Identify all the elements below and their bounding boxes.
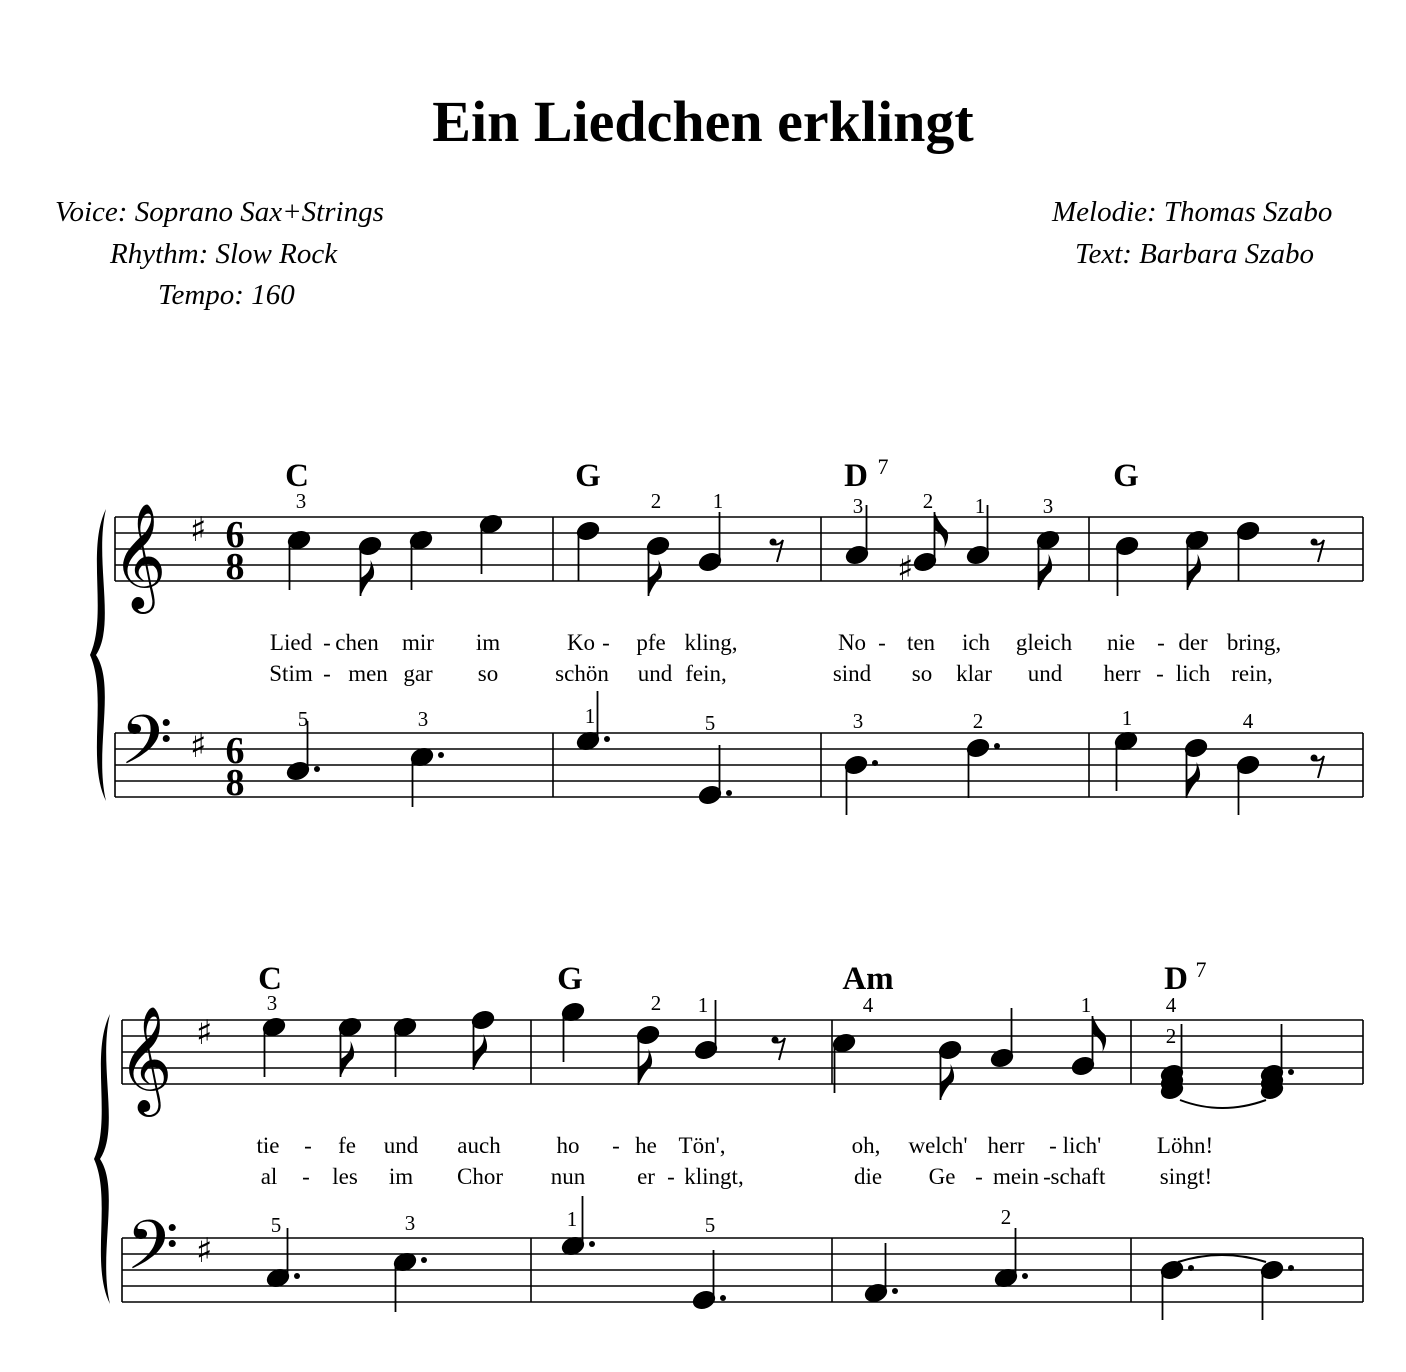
eighth-rest [1311, 755, 1325, 779]
fingering-number: 3 [295, 489, 307, 513]
lyric-syllable: auch [457, 1133, 501, 1158]
lyric-syllable: les [332, 1164, 358, 1189]
flag [941, 1064, 955, 1100]
lyric-syllable: - [667, 1164, 675, 1189]
dot [1022, 1273, 1028, 1279]
lyric-syllable: lich' [1062, 1133, 1102, 1158]
lyric-syllable: Löhn! [1156, 1133, 1214, 1158]
fingering-number: 4 [1165, 993, 1177, 1017]
flag [341, 1041, 355, 1077]
note [1235, 520, 1260, 581]
treble-clef: 𝄞 [118, 1005, 173, 1112]
note [843, 754, 878, 815]
dot [872, 760, 878, 766]
note [470, 1009, 495, 1070]
chord-symbol: D [844, 458, 868, 494]
lyric-syllable: und [1027, 661, 1063, 686]
lyric-syllable: er [637, 1164, 655, 1189]
note [937, 1039, 962, 1100]
dot [314, 766, 320, 772]
note [1235, 754, 1260, 815]
lyric-syllable: im [475, 630, 501, 655]
lyric-syllable: - [304, 1133, 312, 1158]
lyric-syllable: - [975, 1164, 983, 1189]
fingering-number: 4 [862, 993, 874, 1017]
rhythm-info: Rhythm: Slow Rock [110, 238, 338, 270]
fingering-number: 2 [650, 489, 662, 513]
sharp-sign: ♯ [190, 510, 207, 550]
fingering-number: 5 [704, 1213, 716, 1237]
staff-lines [90, 502, 1363, 1320]
fingering-number: 1 [566, 1207, 578, 1231]
dot [1288, 1265, 1294, 1271]
lyric-syllable: - [1049, 1133, 1057, 1158]
lyric-syllable: gleich [1015, 630, 1073, 655]
fingering-number: 1 [697, 993, 709, 1017]
lyric-syllable: - [323, 630, 331, 655]
chord-symbol: C [258, 961, 282, 997]
note [1259, 1259, 1294, 1320]
fingering-number: 3 [266, 991, 278, 1015]
time-signature-bottom: 8 [225, 546, 245, 588]
fingering-number: 5 [704, 711, 716, 735]
dot [604, 736, 610, 742]
note [575, 520, 600, 581]
sharp-sign: ♯ [897, 549, 914, 589]
fingering-number: 3 [852, 494, 864, 518]
lyric-syllable: Lied [269, 630, 313, 655]
note [560, 1001, 585, 1062]
fingering-number: 2 [1000, 1205, 1012, 1229]
chord-symbol: D [1164, 961, 1188, 997]
fingering-number: 1 [712, 489, 724, 513]
lyric-syllable: ho [556, 1133, 580, 1158]
fingering-number: 2 [972, 709, 984, 733]
lyric-syllable: herr [1103, 661, 1141, 686]
lyric-syllable: im [388, 1164, 414, 1189]
fingering-number: 5 [297, 707, 309, 731]
tie [1180, 1100, 1266, 1108]
dot [421, 1257, 427, 1263]
eighth-rest [770, 539, 784, 563]
sharp-sign: ♯ [196, 1013, 213, 1053]
chord-superscript: 7 [1195, 957, 1207, 982]
dot [294, 1273, 300, 1279]
flag [639, 1049, 653, 1085]
lyric-syllable: der [1178, 630, 1208, 655]
lyric-syllable: und [637, 661, 673, 686]
fingering-number: 3 [1042, 494, 1054, 518]
lyric-syllable: herr [987, 1133, 1025, 1158]
lyric-syllable: klar [956, 661, 992, 686]
note [635, 1024, 660, 1085]
fingering-number: 1 [1121, 706, 1133, 730]
grand-staff-brace [90, 509, 106, 801]
lyric-syllable: sind [832, 661, 872, 686]
melody-credit: Melodie: Thomas Szabo [1052, 196, 1333, 228]
dot [1288, 1069, 1294, 1075]
dot [438, 752, 444, 758]
lyric-syllable: die [853, 1164, 883, 1189]
lyric-syllable: so [911, 661, 933, 686]
note [989, 1008, 1014, 1069]
lyric-syllable: rein, [1231, 661, 1273, 686]
sharp-sign: ♯ [190, 726, 207, 766]
flag [1039, 554, 1053, 590]
dot [1188, 1265, 1194, 1271]
flag [1188, 554, 1202, 590]
lyric-syllable: - [1157, 630, 1165, 655]
score-text [226, 454, 1282, 1237]
eighth-rest [772, 1037, 786, 1061]
eighth-rest [1311, 539, 1325, 563]
chord-symbol: C [285, 458, 309, 494]
fingering-number: 2 [922, 489, 934, 513]
lyric-syllable: fein, [685, 661, 727, 686]
lyric-syllable: pfe [636, 630, 666, 655]
text-credit: Text: Barbara Szabo [1075, 238, 1314, 270]
lyric-syllable: welch' [908, 1133, 968, 1158]
lyric-syllable: - [602, 630, 610, 655]
fingering-number: 5 [270, 1213, 282, 1237]
treble-clef: 𝄞 [112, 502, 167, 609]
dot [720, 1295, 726, 1301]
fingering-number: 4 [1242, 709, 1254, 733]
lyric-syllable: ich [961, 630, 991, 655]
chord-symbol: G [575, 458, 601, 494]
note [965, 737, 1000, 798]
note [863, 1243, 898, 1304]
fingering-number: 3 [404, 1211, 416, 1235]
chord-symbol: G [557, 961, 583, 997]
flag [1093, 1016, 1107, 1052]
lyric-syllable: Ge [928, 1164, 956, 1189]
lyric-syllable: - [878, 630, 886, 655]
fingering-number: 1 [974, 494, 986, 518]
sharp-sign: ♯ [196, 1231, 213, 1271]
flag [474, 1034, 488, 1070]
time-signature-bottom: 8 [225, 762, 245, 804]
lyric-syllable: mir [402, 630, 434, 655]
lyric-syllable: ten [906, 630, 936, 655]
note [1113, 730, 1138, 791]
lyric-syllable: bring, [1226, 630, 1282, 655]
lyric-syllable: men [348, 661, 388, 686]
lyric-syllable: und [383, 1133, 419, 1158]
lyric-syllable: schaft [1050, 1164, 1106, 1189]
chord-symbol: G [1113, 458, 1139, 494]
grand-staff-brace [94, 1014, 110, 1304]
time-signature-top: 6 [225, 514, 245, 556]
time-signature-top: 6 [225, 730, 245, 772]
flag [1187, 762, 1201, 798]
fingering-number: 2 [650, 991, 662, 1015]
lyric-syllable: nun [550, 1164, 586, 1189]
lyric-syllable: Ko [566, 630, 596, 655]
voice-info: Voice: Soprano Sax+Strings [55, 196, 384, 228]
chord-superscript: 7 [877, 454, 889, 479]
dot [892, 1288, 898, 1294]
bass-clef: 𝄢 [120, 702, 173, 797]
lyric-syllable: No [837, 630, 867, 655]
lyric-syllable: gar [403, 661, 433, 686]
lyric-syllable: schön [555, 661, 609, 686]
lyric-syllable: Tön', [678, 1133, 726, 1158]
lyric-syllable: Stim [269, 661, 313, 686]
fingering-number: 1 [584, 704, 596, 728]
fingering-number: 3 [852, 709, 864, 733]
lyric-syllable: Chor [457, 1164, 503, 1189]
dot [994, 743, 1000, 749]
tie [1178, 1255, 1266, 1262]
fingering-number: 1 [1080, 993, 1092, 1017]
fingering-number: 2 [1165, 1024, 1177, 1048]
lyric-syllable: kling, [684, 630, 738, 655]
lyric-syllable: mein [993, 1164, 1039, 1189]
bass-clef: 𝄢 [126, 1207, 179, 1302]
tempo-info: Tempo: 160 [158, 279, 295, 311]
lyric-syllable: - [1043, 1164, 1051, 1189]
lyric-syllable: chen [335, 630, 379, 655]
note [1159, 1259, 1194, 1320]
lyric-syllable: fe [338, 1133, 356, 1158]
note [912, 512, 948, 573]
note [697, 512, 722, 573]
note [392, 1251, 427, 1312]
lyric-syllable: al [260, 1164, 278, 1189]
lyric-syllable: lich [1175, 661, 1211, 686]
song-title: Ein Liedchen erklingt [432, 89, 974, 154]
lyric-syllable: - [302, 1164, 310, 1189]
chord-symbol: Am [842, 961, 894, 997]
lyric-syllable: he [635, 1133, 657, 1158]
dot [589, 1241, 595, 1247]
dot [726, 790, 732, 796]
lyric-syllable: - [1156, 661, 1164, 686]
lyric-syllable: oh, [851, 1133, 881, 1158]
note [1183, 737, 1208, 798]
lyric-syllable: singt! [1159, 1164, 1213, 1189]
note [560, 1196, 595, 1257]
lyric-syllable: - [612, 1133, 620, 1158]
lyric-syllable: - [323, 661, 331, 686]
lyric-syllable: so [477, 661, 499, 686]
lyric-syllable: klingt, [684, 1164, 744, 1189]
note [409, 746, 444, 807]
lyric-syllable: tie [256, 1133, 280, 1158]
note [993, 1228, 1028, 1289]
lyric-syllable: nie [1106, 630, 1136, 655]
note [265, 1228, 300, 1289]
fingering-number: 3 [417, 707, 429, 731]
